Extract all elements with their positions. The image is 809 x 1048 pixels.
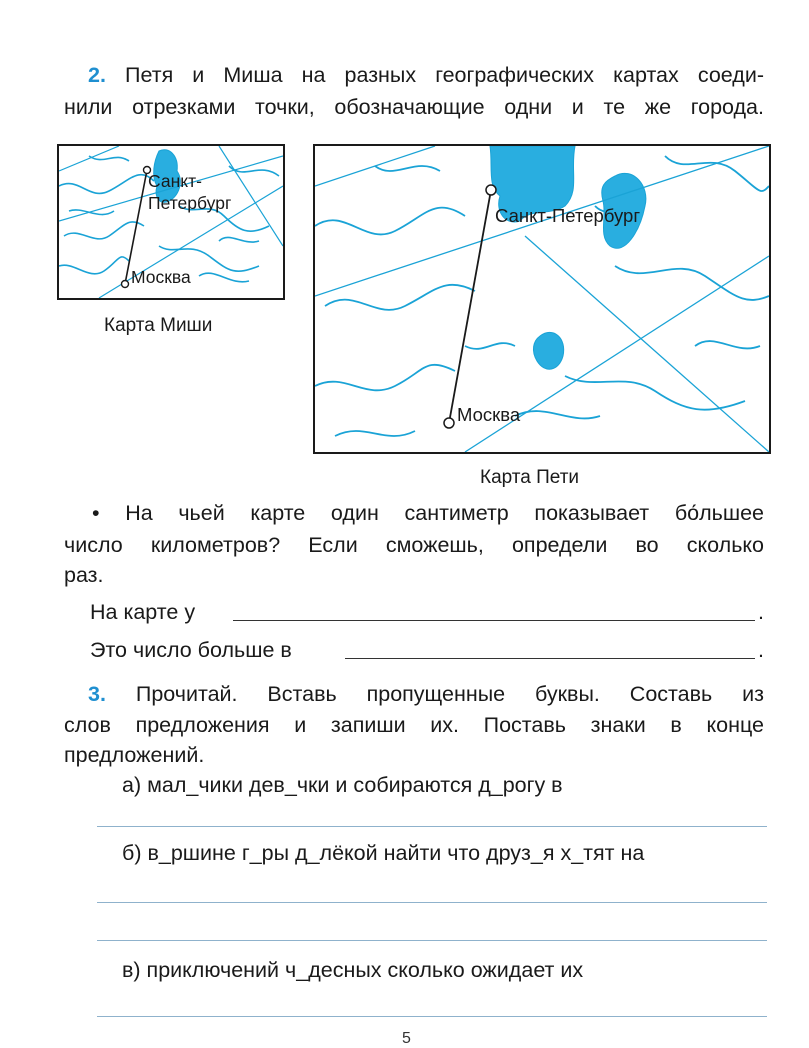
map-misha-drawing <box>59 146 283 298</box>
map-misha-spb-label-2: Петербург <box>148 193 232 213</box>
answer-row1-field[interactable] <box>233 620 755 621</box>
map-petya-drawing <box>315 146 769 452</box>
task3-number: 3. <box>88 682 106 706</box>
map-petya-spb-label: Санкт-Петербург <box>495 205 641 226</box>
task3-item-b: б) в_ршине г_ры д_лёкой найти что друз_я х_тят на <box>122 841 645 865</box>
map-misha-moscow-label: Москва <box>131 267 191 287</box>
map-petya-lake-3 <box>533 332 563 369</box>
task2-number: 2. <box>88 63 106 87</box>
task3-line2: слов предложения и запиши их. Поставь знаки в конце <box>64 713 764 737</box>
answer-row2-field[interactable] <box>345 658 755 659</box>
task2-line1 <box>88 60 764 91</box>
bullet: • <box>92 501 100 525</box>
task3-item-a: а) мал_чики дев_чки и собираются д_рогу в <box>122 773 563 797</box>
write-line-b1[interactable] <box>97 902 767 903</box>
task3-text-line1: Прочитай. Вставь пропущенные буквы. Составь из <box>135 682 764 706</box>
write-line-c[interactable] <box>97 1016 767 1017</box>
question-line1 <box>92 498 764 529</box>
map-petya-caption: Карта Пети <box>480 467 580 488</box>
map-misha-spb-label-1: Санкт- <box>148 171 202 191</box>
question-text-line1: На чьей карте один сантиметр показывает бо́льшее <box>125 501 764 525</box>
question-line3: раз. <box>64 563 104 587</box>
map-misha <box>57 144 285 300</box>
map-petya-segment <box>449 190 491 423</box>
task3-item-c: в) приключений ч_десных сколько ожидает их <box>122 958 584 982</box>
page-number: 5 <box>402 1030 411 1047</box>
map-petya-moscow-label: Москва <box>457 404 521 425</box>
map-misha-caption: Карта Миши <box>104 315 213 336</box>
answer-row2-dot: . <box>758 638 764 662</box>
task2-line2: нили отрезками точки, обозначающие одни и те же города. <box>64 95 764 119</box>
write-line-b2[interactable] <box>97 940 767 941</box>
task3-line3: предложений. <box>64 743 205 767</box>
map-petya <box>313 144 771 454</box>
task2-text-line1: Петя и Миша на разных географических картах соеди- <box>125 63 764 87</box>
answer-row1-label: На карте у <box>90 600 196 624</box>
task3-line1 <box>88 679 764 710</box>
map-misha-moscow-point <box>122 281 129 288</box>
write-line-a[interactable] <box>97 826 767 827</box>
map-petya-spb-point <box>486 185 496 195</box>
question-line2: число километров? Если сможешь, определи во сколько <box>64 533 764 557</box>
answer-row1-dot: . <box>758 600 764 624</box>
map-petya-moscow-point <box>444 418 454 428</box>
answer-row2-label: Это число больше в <box>90 638 292 662</box>
